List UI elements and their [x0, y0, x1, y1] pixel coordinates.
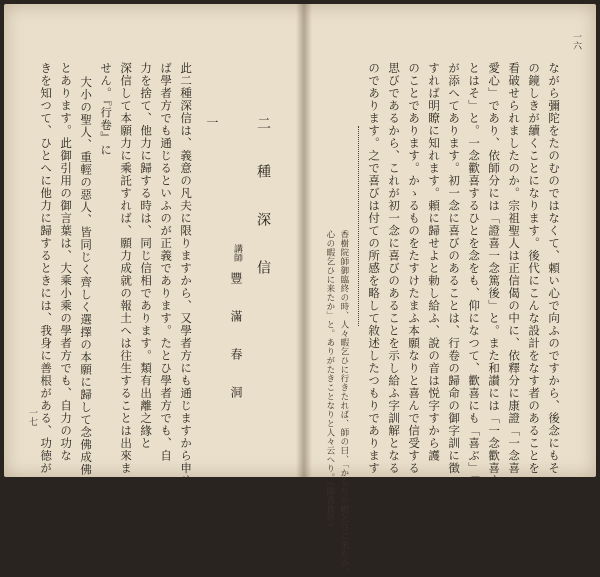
left-text-column: 此二種深信は、義意の凡夫に限りますから、又學者方にも通じますから申せ [179, 62, 194, 487]
chapter-title: 二 種 深 信 [255, 116, 271, 283]
book-gutter [296, 4, 312, 477]
right-text-column: すれば明瞭に知れます。頼に歸せよと勅し給ふ、說の音は悦字すから護 [427, 62, 442, 462]
left-text-column: 力を捨て、他力に歸する時は、同じ信相であります。類有出離之緣と [139, 62, 154, 450]
left-text-column: せん。『行卷』に [99, 62, 114, 157]
right-page-number: 一六 [571, 32, 581, 50]
note-line: 心の暇乞ひに来たか」と。ありがたきことなりと人々云へり。（聞書抜萃） [324, 230, 335, 532]
left-text-column: とあります。此御引用の御言葉は、大乘小乘の學者方でも、自力の功な [59, 62, 74, 462]
left-text-column: ば學者方でも通じるといふのが正義であります。たとひ學者方でも、自 [159, 62, 174, 462]
right-text-column: ながら彌陀をたのむのではなくて、頼い心で向ふのですから、後念にもそ [547, 62, 562, 475]
right-text-column: 愛心」であり、依師分には「證喜一念篤後」と。また和讃には「一念歡喜するひ [487, 62, 502, 512]
right-page [312, 4, 596, 577]
right-text-column: とはそ」と。一念歡喜するひとを念をも、仰になつて、歡喜にも「喜ぶ」「一念 [467, 62, 482, 507]
left-quote-column: 大小の聖人、重輕の惡人、皆同じく齊しく選擇の本願に歸して念佛成佛すべし [79, 76, 94, 514]
right-text-column: 思びであるから、これが初一念に喜びのあることを示し給ふ字訓解となる [387, 62, 402, 475]
left-page [4, 4, 296, 514]
left-page-number: 一七 [27, 408, 37, 426]
right-text-column: が添へてあります。初一念に喜びのあることは、行卷の歸命の御字訓に徴 [447, 62, 462, 475]
note-line: 香樹院師御臨終の時、人々暇乞ひに行きたれば、師の曰、「からだの暇乞ひに来たか、 [338, 230, 349, 577]
open-book [4, 4, 596, 577]
author-label: 講師 [232, 244, 242, 262]
section-number: 一 [205, 116, 219, 134]
right-text-column: の鏡しきが續くことになります。後代にこんな設計をなす者のあることを [527, 62, 542, 475]
right-text-column: のであります。之で喜びは付ての所感を略して敘述したつもりであります [367, 62, 382, 475]
right-text-column: のことであります。かゝるものをたすけたまふ本願なりと喜んで信受する [407, 62, 422, 475]
right-text-column: 看破せられましたのか。宗祖聖人は正信偈の中に、依釋分に康證「一念喜 [507, 62, 522, 475]
left-text-column: 深信して本願力に乘託すれば、願力成就の報土へは往生することは出來ま [119, 62, 134, 475]
note-divider [358, 126, 359, 326]
author-name: 豐 滿 春 洞 [229, 272, 243, 404]
left-text-column: きを知つて、ひとへに他力に歸するときには、我身に善根がある、功徳が [39, 62, 54, 475]
